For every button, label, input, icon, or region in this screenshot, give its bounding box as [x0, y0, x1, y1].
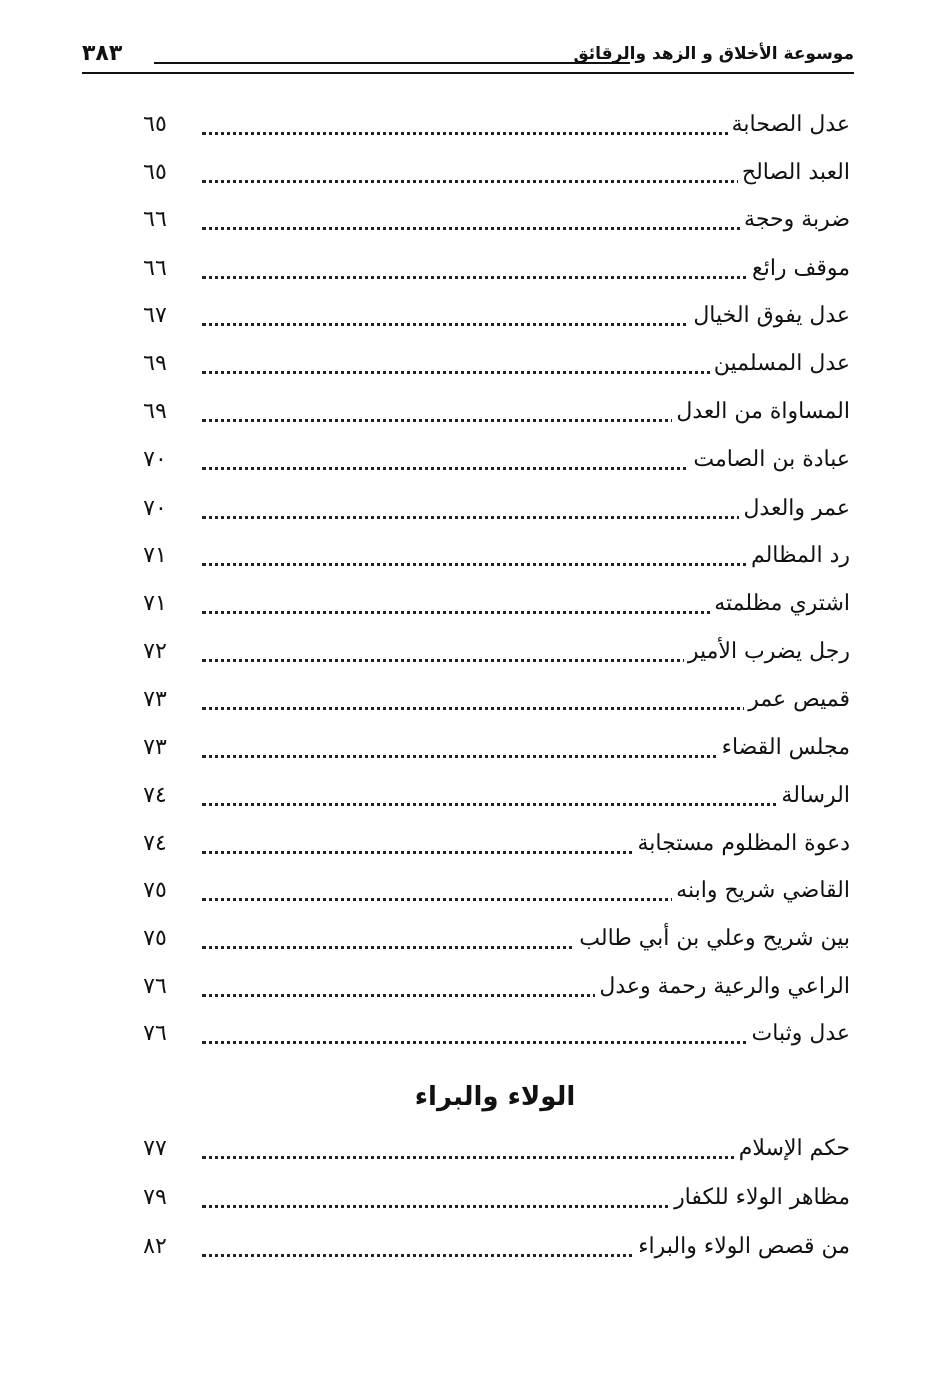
toc-entry[interactable]: [140, 539, 850, 579]
toc-entry[interactable]: [140, 108, 850, 148]
entry-title: العبد الصالح: [738, 156, 850, 190]
toc-entry[interactable]: [140, 779, 850, 819]
toc-entry[interactable]: [140, 683, 850, 723]
toc-entry[interactable]: [140, 827, 850, 867]
entry-title: من قصص الولاء والبراء: [634, 1230, 850, 1264]
entry-page: ٧٤: [143, 831, 167, 856]
entry-title: عبادة بن الصامت: [689, 443, 850, 477]
entry-page: ٧٢: [143, 639, 167, 664]
entry-page: ٦٩: [143, 399, 167, 424]
entry-title: الراعي والرعية رحمة وعدل: [595, 970, 850, 1004]
entry-title: عدل الصحابة: [728, 108, 850, 142]
entry-page: ٧٦: [143, 974, 167, 999]
entry-page: ٦٧: [143, 303, 167, 328]
toc-entry[interactable]: [140, 252, 850, 292]
page-number: ٣٨٣: [82, 41, 123, 66]
toc-entry[interactable]: [140, 731, 850, 771]
entry-page: ٨٢: [143, 1234, 167, 1259]
entry-title: عدل يفوق الخيال: [689, 299, 850, 333]
toc-entry[interactable]: [140, 443, 850, 483]
toc-entry[interactable]: [140, 299, 850, 339]
entry-page: ٧١: [143, 543, 167, 568]
toc-entry[interactable]: [140, 922, 850, 962]
entry-title: مظاهر الولاء للكفار: [670, 1181, 850, 1215]
toc-entry[interactable]: [140, 1132, 850, 1172]
entry-title: مجلس القضاء: [718, 731, 850, 765]
toc-entry[interactable]: [140, 395, 850, 435]
entry-page: ٧٠: [143, 447, 167, 472]
entry-title: موقف رائع: [748, 252, 850, 286]
toc-entry[interactable]: [140, 970, 850, 1010]
entry-page: ٧٥: [143, 878, 167, 903]
entry-page: ٧٧: [143, 1136, 167, 1161]
page-header: [82, 40, 854, 74]
entry-title: ضربة وحجة: [740, 203, 850, 237]
toc-entry[interactable]: [140, 203, 850, 243]
toc-entry[interactable]: [140, 156, 850, 196]
toc-entry[interactable]: [140, 1017, 850, 1057]
book-title: موسوعة الأخلاق و الزهد والرقائق: [573, 44, 854, 64]
header-line: [154, 62, 630, 64]
entry-page: ٧١: [143, 591, 167, 616]
entry-title: رجل يضرب الأمير: [684, 635, 850, 669]
header-rule: [82, 72, 854, 74]
entry-page: ٧٩: [143, 1185, 167, 1210]
entry-title: رد المظالم: [747, 539, 850, 573]
section-heading: الولاء والبراء: [414, 1082, 576, 1112]
entry-title: الرسالة: [777, 779, 850, 813]
entry-page: ٧٠: [143, 496, 167, 521]
entry-page: ٦٥: [143, 160, 167, 185]
entry-title: القاضي شريح وابنه: [672, 874, 850, 908]
entry-title: بين شريح وعلي بن أبي طالب: [575, 922, 850, 956]
entry-title: اشتري مظلمته: [710, 587, 850, 621]
entry-page: ٧٣: [143, 687, 167, 712]
entry-page: ٧٥: [143, 926, 167, 951]
entry-page: ٧٣: [143, 735, 167, 760]
toc-entry[interactable]: [140, 874, 850, 914]
entry-page: ٦٩: [143, 351, 167, 376]
entry-title: قميص عمر: [744, 683, 850, 717]
entry-title: عدل وثبات: [748, 1017, 850, 1051]
entry-title: عدل المسلمين: [710, 347, 850, 381]
toc-entry[interactable]: [140, 1230, 850, 1270]
entry-page: ٦٦: [143, 207, 167, 232]
entry-page: ٧٤: [143, 783, 167, 808]
entry-title: دعوة المظلوم مستجابة: [633, 827, 850, 861]
toc-entry[interactable]: [140, 492, 850, 532]
entry-title: عمر والعدل: [739, 492, 850, 526]
entry-page: ٦٦: [143, 256, 167, 281]
entry-page: ٧٦: [143, 1021, 167, 1046]
toc-entry[interactable]: [140, 347, 850, 387]
leader-dots: [202, 803, 850, 806]
entry-page: ٦٥: [143, 112, 167, 137]
toc-entry[interactable]: [140, 1181, 850, 1221]
entry-title: المساواة من العدل: [672, 395, 850, 429]
entry-title: حكم الإسلام: [735, 1132, 850, 1166]
toc-entry[interactable]: [140, 587, 850, 627]
toc-entry[interactable]: [140, 635, 850, 675]
